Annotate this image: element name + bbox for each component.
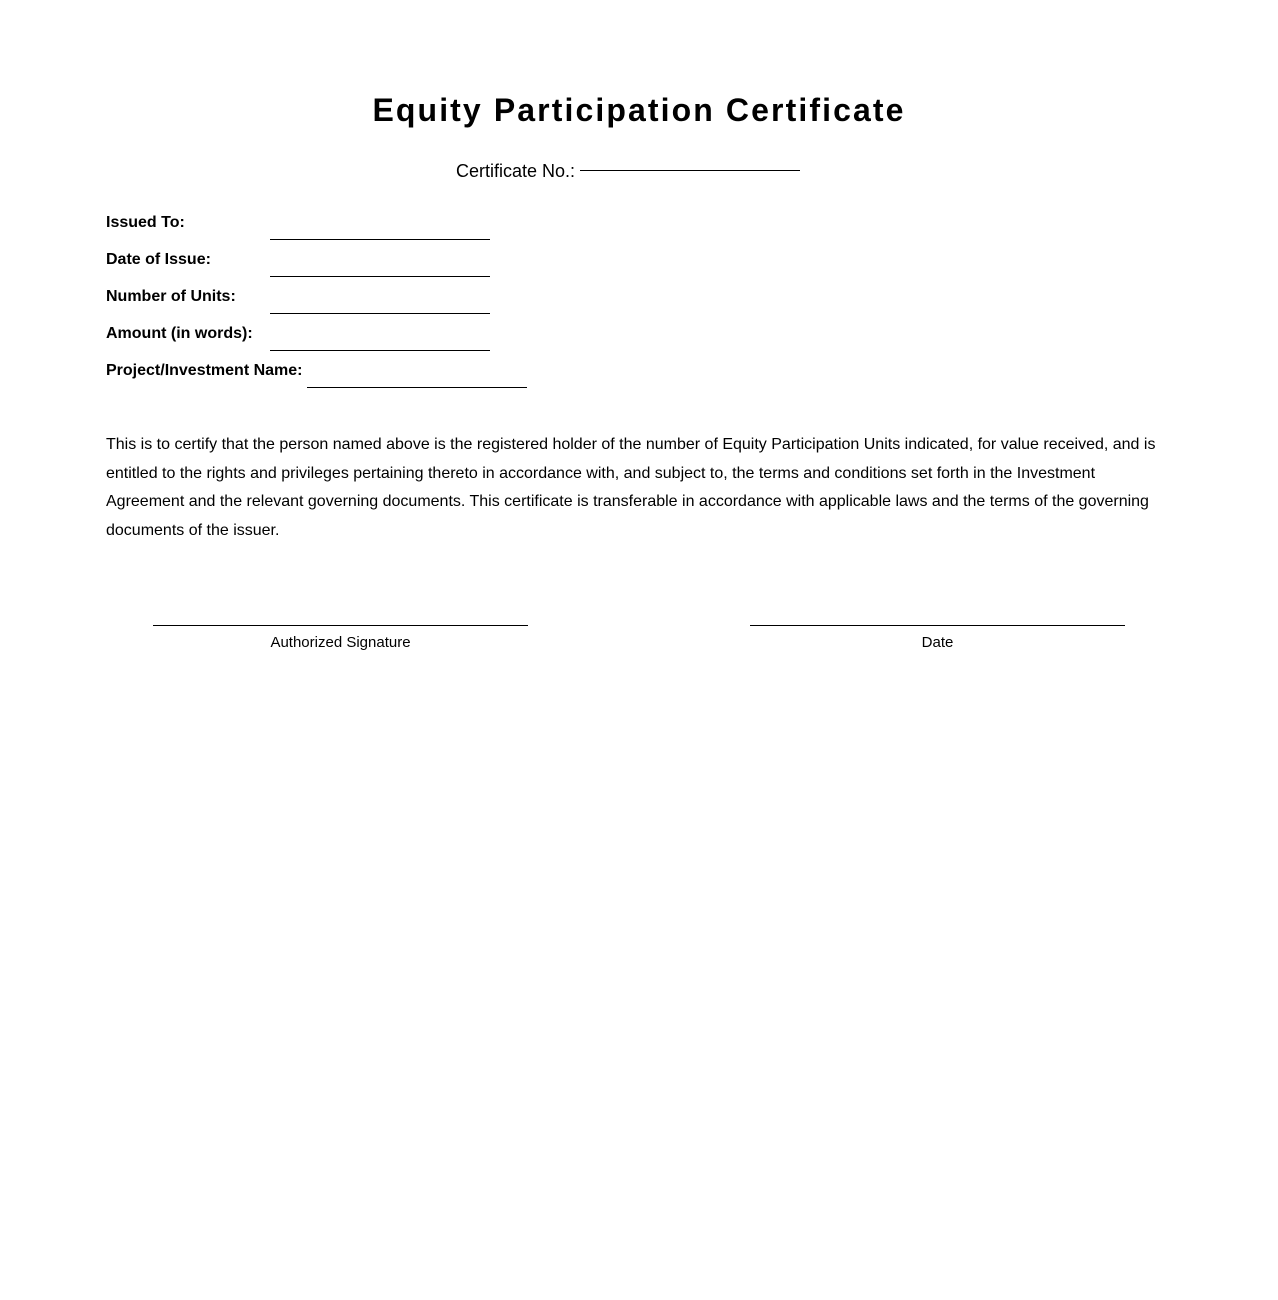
certificate-number-row [456, 160, 800, 182]
date-signature-line[interactable] [750, 625, 1125, 626]
certification-statement: This is to certify that the person named above is the registered holder of the number of Equity Participation Units indicated, for value received, and is entitled to the rights and privileges pertaining thereto in accordance with, and subject to, the terms and conditions set forth in the Investment Agreement and the relevant governing documents. This certificate is transferable in accordance with applicable laws and the terms of the governing documents of the issuer. [106, 436, 1156, 540]
certificate-title: Equity Participation Certificate [372, 92, 906, 128]
certificate-number-label: Certificate No.: [456, 161, 576, 181]
project-investment-name-blank[interactable] [307, 387, 527, 388]
issued-to-blank[interactable] [270, 239, 490, 240]
authorized-signature-caption: Authorized Signature [270, 634, 411, 651]
authorized-signature-block [153, 625, 528, 652]
field-label: Issued To: [106, 214, 185, 231]
field-label: Amount (in words): [106, 325, 253, 342]
authorized-signature-line[interactable] [153, 625, 528, 626]
field-label: Date of Issue: [106, 251, 211, 268]
field-label: Number of Units: [106, 288, 236, 305]
date-signature-caption: Date [921, 634, 954, 651]
number-of-units-blank[interactable] [270, 313, 490, 314]
date-signature-block [750, 625, 1125, 652]
field-label: Project/Investment Name: [106, 362, 303, 379]
certificate-number-blank[interactable] [580, 169, 800, 171]
date-of-issue-blank[interactable] [270, 276, 490, 277]
amount-in-words-blank[interactable] [270, 350, 490, 351]
